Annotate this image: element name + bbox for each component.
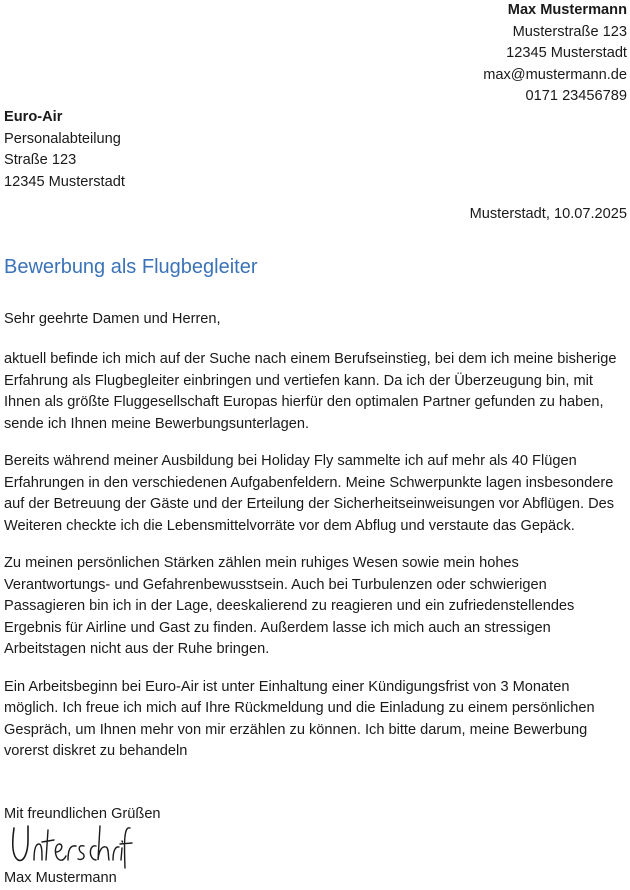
recipient-city: 12345 Musterstadt: [4, 173, 125, 190]
sender-address: [483, 0, 627, 108]
handwritten-signature: [8, 822, 133, 870]
sender-email: max@mustermann.de: [483, 66, 627, 83]
recipient-department: Personalabteilung: [4, 130, 121, 147]
recipient-address: [4, 107, 125, 193]
body-paragraph: Bereits während meiner Ausbildung bei Holiday Fly sammelte ich auf mehr als 40 Flügen Erfahrungen in den verschiedenen Aufgabenfeldern. Meine Schwerpunkte lagen insbesondere auf der Betreuung der Gäste und der Erteilung der Sicherheitseinweisungen vor Abflügen. Des Weiteren checkte ich die Lebensmittelvorräte vor dem Abflug und verstaute das Gepäck.: [4, 453, 615, 534]
sender-street: Musterstraße 123: [512, 23, 627, 40]
closing: Mit freundlichen Grüßen: [4, 806, 161, 822]
body-paragraph: aktuell befinde ich mich auf der Suche nach einem Berufseinstieg, bei dem ich meine bisherige Erfahrung als Flugbegleiter einbringen und vertiefen kann. Da ich der Überzeugung bin, mit Ihnen als größte Fluggesellschaft Europas hierfür den optimalen Partner gefunden zu haben, sende ich Ihnen meine Bewerbungsunterlagen.: [4, 351, 617, 432]
letter-body: [4, 349, 626, 779]
letter-subject: Bewerbung als Flugbegleiter: [4, 256, 258, 278]
body-paragraph: Zu meinen persönlichen Stärken zählen mein ruhiges Wesen sowie mein hohes Verantwortungs- und Gefahrenbewusstsein. Auch bei Turbulenzen oder schwierigen Passagieren bin ich in der Lage, deeskalierend zu reagieren und ein zufriedenstellendes Ergebnis für Airline und Gast zu finden. Außerdem lasse ich mich auch an stressigen Arbeitstagen nicht aus der Ruhe bringen.: [4, 555, 575, 657]
sender-phone: 0171 23456789: [525, 88, 627, 104]
recipient-company: Euro-Air: [4, 109, 63, 125]
letter-date: Musterstadt, 10.07.2025: [469, 206, 627, 222]
signer-name: Max Mustermann: [4, 870, 117, 886]
recipient-street: Straße 123: [4, 152, 77, 168]
salutation: Sehr geehrte Damen und Herren,: [4, 311, 221, 327]
sender-city: 12345 Musterstadt: [506, 45, 627, 61]
sender-name: Max Mustermann: [507, 2, 627, 18]
body-paragraph: Ein Arbeitsbeginn bei Euro-Air ist unter Einhaltung einer Kündigungsfrist von 3 Monaten möglich. Ich freue ich mich auf Ihre Rückmeldung und die Einladung zu einem persönlichen Gespräch, um Ihnen mehr von mir erzählen zu können. Ich bitte darum, meine Bewerbung vorerst diskret zu behandeln: [4, 678, 595, 759]
